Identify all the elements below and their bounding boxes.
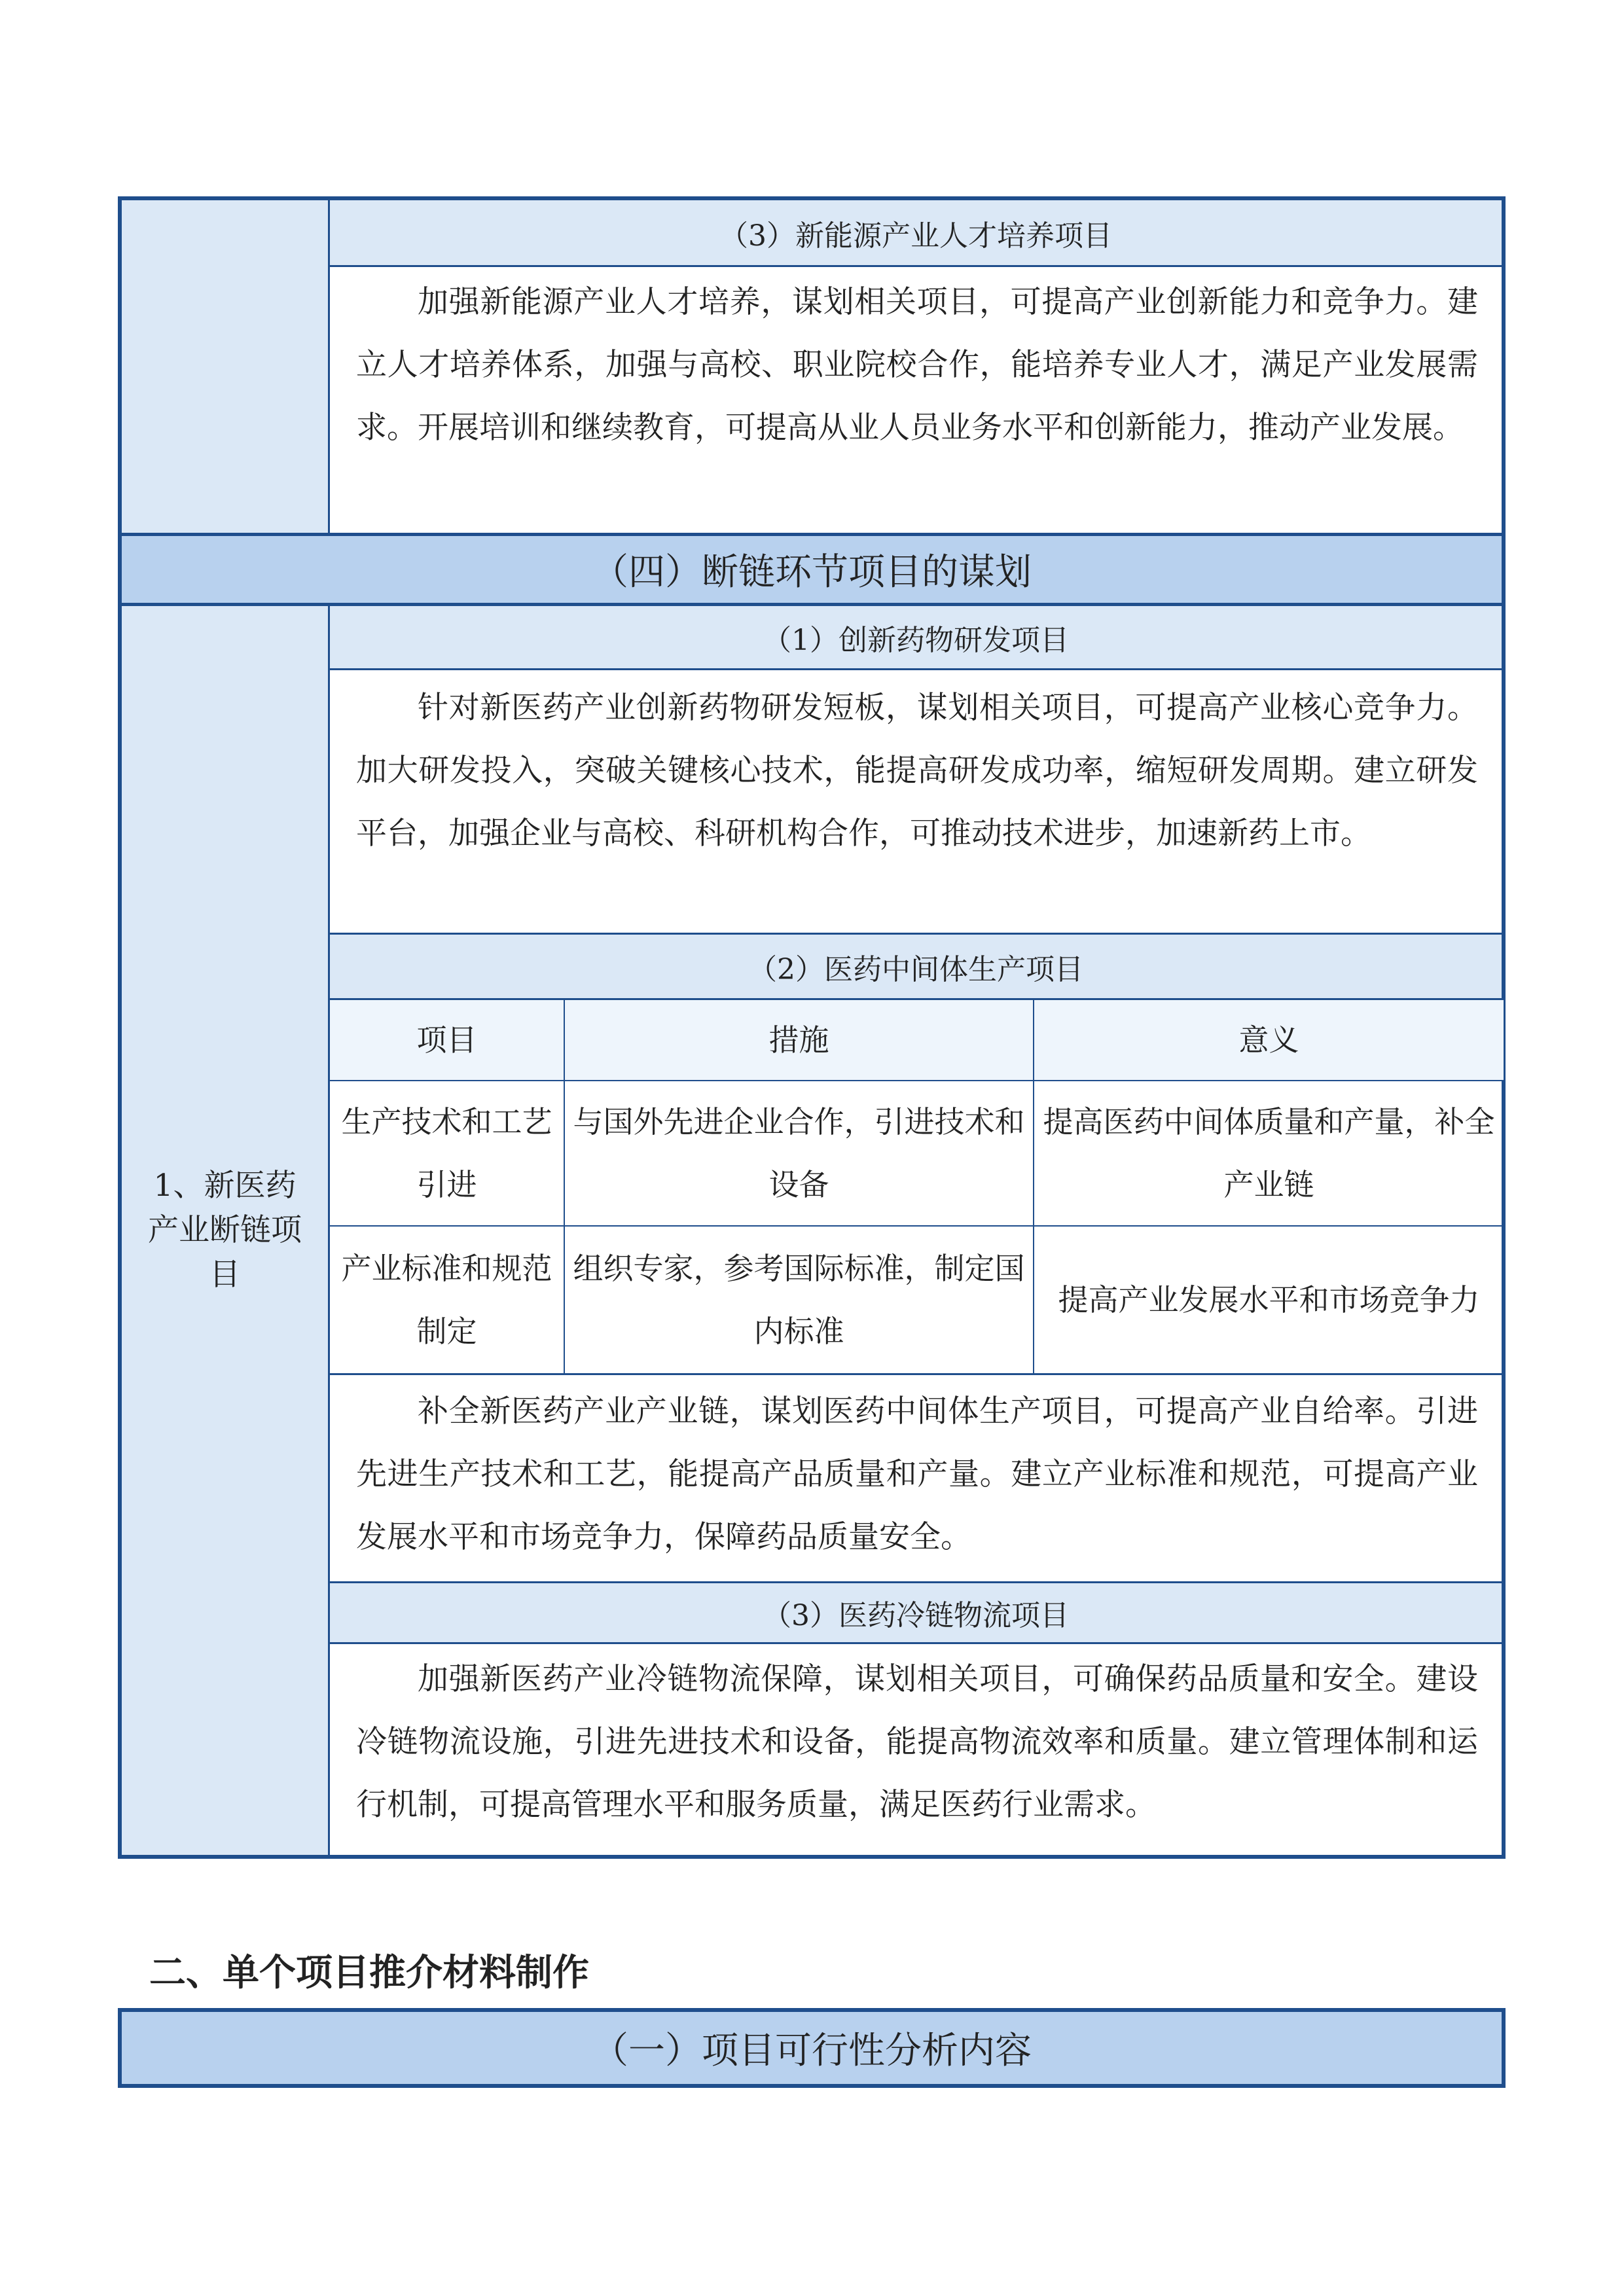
project3-title bbox=[330, 200, 1502, 267]
left-column-top bbox=[122, 200, 330, 534]
project2-table bbox=[330, 1000, 1502, 1374]
project3-coldchain-title-text: （3）医药冷链物流项目 bbox=[763, 1599, 1069, 1632]
table-header-measure: 措施 bbox=[565, 1000, 1034, 1081]
project1-body: 针对新医药产业创新药物研发短板，谋划相关项目，可提高产业核心竞争力。加大研发投入，突破关键核心技术，能提高研发成功率，缩短研发周期。建立研发平台，加强企业与高校、科研机构合作，可推动技术进步，加速新药上市。 bbox=[330, 670, 1502, 935]
part2-heading bbox=[149, 1944, 589, 1996]
table-cell: 提高医药中间体质量和产量，补全产业链 bbox=[1034, 1081, 1504, 1227]
table-cell: 产业标准和规范制定 bbox=[330, 1227, 565, 1374]
section4-left-label: 1、新医药产业断链项目 bbox=[148, 1168, 302, 1293]
project2-body: 补全新医药产业产业链，谋划医药中间体生产项目，可提高产业自给率。引进先进生产技术和工艺，能提高产品质量和产量。建立产业标准和规范，可提高产业发展水平和市场竞争力，保障药品质量安全。 bbox=[330, 1374, 1502, 1583]
section4-header bbox=[122, 533, 1502, 606]
project3-body: 加强新能源产业人才培养，谋划相关项目，可提高产业创新能力和竞争力。建立人才培养体系，加强与高校、职业院校合作，能培养专业人才，满足产业发展需求。开展培训和继续教育，可提高从业人员业务水平和创新能力，推动产业发展。 bbox=[356, 284, 1478, 446]
left-column-section4 bbox=[122, 606, 330, 1855]
project3-coldchain-title bbox=[330, 1581, 1502, 1644]
part2-subtitle: （一）项目可行性分析内容 bbox=[592, 2030, 1032, 2072]
table-cell: 生产技术和工艺引进 bbox=[330, 1081, 565, 1227]
table-header-significance: 意义 bbox=[1034, 1000, 1504, 1081]
project1-title-text: （1）创新药物研发项目 bbox=[763, 623, 1069, 657]
table-cell: 与国外先进企业合作，引进技术和设备 bbox=[565, 1081, 1034, 1227]
table-header-project: 项目 bbox=[330, 1000, 565, 1081]
project3-title-text: （3）新能源产业人才培养项目 bbox=[719, 219, 1112, 253]
project3-coldchain-body: 加强新医药产业冷链物流保障，谋划相关项目，可确保药品质量和安全。建设冷链物流设施，引进先进技术和设备，能提高物流效率和质量。建立管理体制和运行机制，可提高管理水平和服务质量，满足医药行业需求。 bbox=[356, 1661, 1478, 1823]
part2-heading-text: 二、单个项目推介材料制作 bbox=[149, 1951, 589, 1994]
project2-title-text: （2）医药中间体生产项目 bbox=[748, 952, 1083, 986]
project2-title bbox=[330, 935, 1502, 1000]
part2-subtitle-box bbox=[118, 2008, 1506, 2088]
table-cell: 组织专家，参考国际标准，制定国内标准 bbox=[565, 1227, 1034, 1374]
section4-title: （四）断链环节项目的谋划 bbox=[592, 551, 1032, 594]
project1-title bbox=[330, 606, 1502, 670]
table-cell: 提高产业发展水平和市场竞争力 bbox=[1034, 1227, 1504, 1374]
